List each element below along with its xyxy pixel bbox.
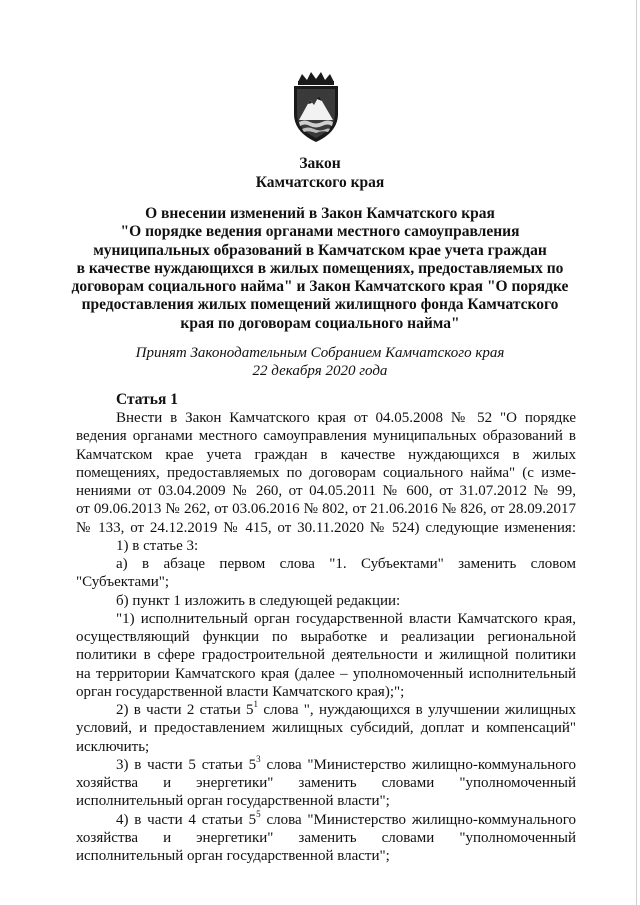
item-text: 2) в части 2 статьи 5 xyxy=(116,702,254,718)
body-line: орган государственной власти Камчатского края);"; xyxy=(76,683,405,700)
body-line: условий, и предоставлением жилищных субсидий, доплат и компенсаций" xyxy=(76,720,576,737)
body-line: исключить; xyxy=(76,738,150,755)
law-subject xyxy=(70,205,570,333)
subject-line: договорам социального найма" и Закон Камчатского края "О порядке xyxy=(71,278,569,296)
body-line: Камчатском крае учета граждан в качестве нуждающихся в жилых xyxy=(76,446,576,463)
body-line: от 09.06.2013 № 262, от 03.06.2016 № 802, от 21.06.2016 № 826, от 28.09.2017 xyxy=(76,501,576,518)
item-text: слова "Министерство жилищно-коммунального xyxy=(260,811,576,828)
adoption-body: Принят Законодательным Собранием Камчатского края xyxy=(135,345,505,361)
body-line: Внести в Закон Камчатского края от 04.05.2008 № 52 "О порядке xyxy=(116,410,576,426)
item-text: слова "Министерство жилищно-коммунального xyxy=(260,756,576,773)
body-line: ведения органами местного самоуправления муниципальных образований в xyxy=(76,428,576,445)
subject-line: края по договорам социального найма" xyxy=(180,314,460,332)
superscript: 3 xyxy=(256,753,261,764)
body-line: б) пункт 1 изложить в следующей редакции: xyxy=(116,592,401,609)
adoption-note xyxy=(0,344,640,380)
superscript: 5 xyxy=(256,808,261,819)
body-line xyxy=(76,808,576,829)
superscript: 1 xyxy=(253,699,259,709)
article-body xyxy=(76,409,576,865)
subject-line: предоставления жилых помещений жилищного фонда Камчатского xyxy=(81,296,559,314)
body-line: 1) в статье 3: xyxy=(116,537,199,554)
kamchatka-coat-of-arms-icon xyxy=(288,70,344,144)
body-line: а) в абзаце первом слова "1. Субъектами" заменить словом xyxy=(116,556,576,572)
body-line xyxy=(76,701,576,719)
body-line: нениями от 03.04.2009 № 260, от 04.05.2011 № 600, от 31.07.2012 № 99, xyxy=(76,483,576,499)
item-text: слова ", нуждающихся в улучшении жилищных xyxy=(258,702,576,718)
law-title xyxy=(0,154,640,192)
subject-line: муниципальных образований в Камчатском крае учета граждан xyxy=(93,241,547,259)
body-line xyxy=(76,753,576,774)
body-line: "1) исполнительный орган государственной власти Камчатского края, xyxy=(116,610,576,627)
body-line: политики в сфере градостроительной деятельности и жилищной политики xyxy=(76,647,576,664)
title-line: Закон xyxy=(299,155,341,172)
body-line: хозяйства и энергетики" заменить словами "уполномоченный xyxy=(76,829,576,846)
adoption-date: 22 декабря 2020 года xyxy=(252,363,388,379)
item-text: 3) в части 5 статьи 5 xyxy=(116,756,257,773)
subject-line: О внесении изменений в Закон Камчатского края xyxy=(145,205,495,222)
subject-line: в качестве нуждающихся в жилых помещениях, предоставляемых по xyxy=(76,259,564,277)
body-line: хозяйства и энергетики" заменить словами "уполномоченный xyxy=(76,775,576,791)
body-line: на территории Камчатского края (далее – уполномоченный исполнительный xyxy=(76,665,576,682)
subject-line: "О порядке ведения органами местного самоуправления xyxy=(120,223,520,241)
body-line: № 133, от 24.12.2019 № 415, от 30.11.2020 № 524) следующие изменения: xyxy=(76,519,576,536)
body-line: "Субъектами"; xyxy=(76,574,170,591)
article-heading: Статья 1 xyxy=(116,391,178,408)
body-line: помещениях, предоставляемых по договорам социального найма" (с изме- xyxy=(76,464,576,481)
body-line: осуществляющий функции по выработке и реализации региональной xyxy=(76,629,576,645)
body-line: исполнительный орган государственной власти"; xyxy=(76,793,390,810)
item-text: 4) в части 4 статьи 5 xyxy=(116,811,257,828)
page-edge-divider xyxy=(636,0,637,905)
title-line: Камчатского края xyxy=(255,174,385,191)
body-line: исполнительный орган государственной власти"; xyxy=(76,848,390,864)
